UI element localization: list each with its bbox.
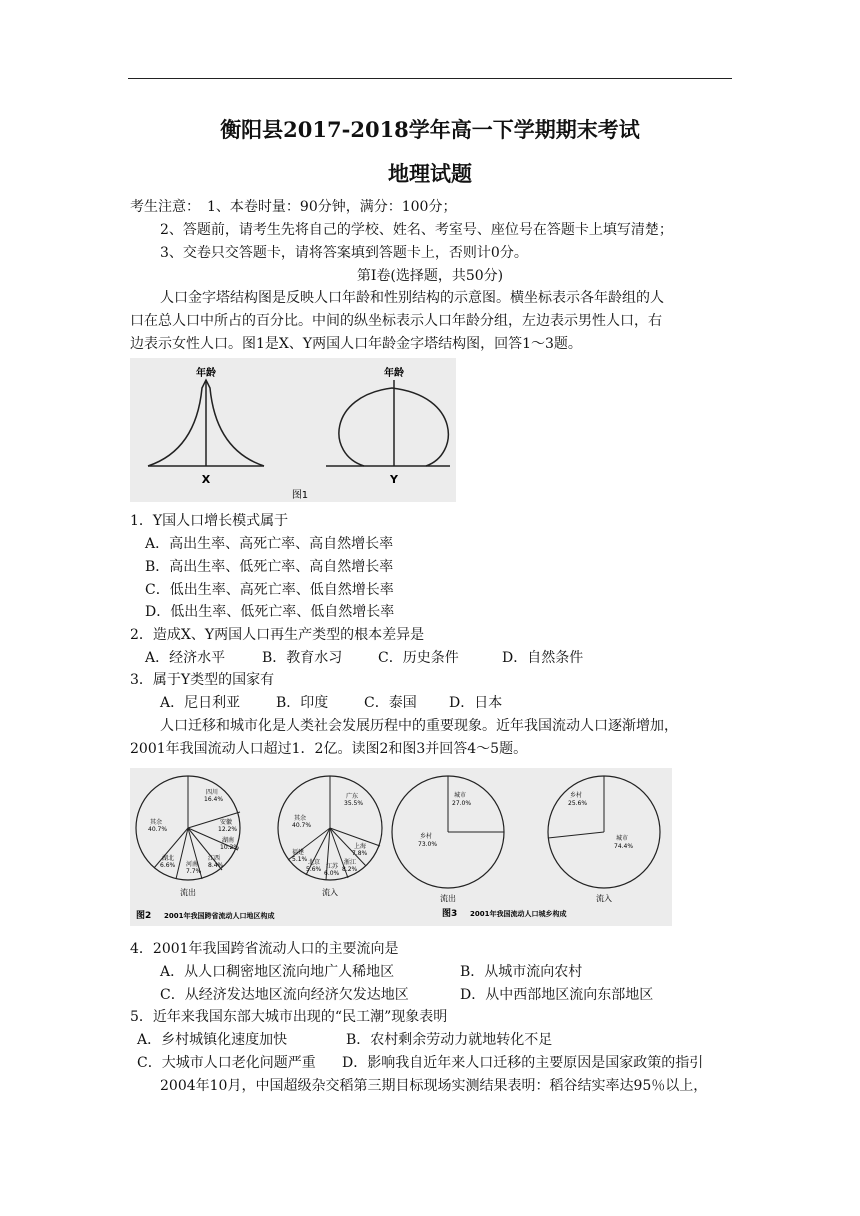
note-1: 考生注意： 1、本卷时量：90分钟，满分：100分； xyxy=(130,199,457,215)
pie-urban-rural-outflow xyxy=(392,776,504,903)
pie-province-inflow xyxy=(278,776,382,897)
intro1-line-3: 边表示女性人口。图1是X、Y两国人口年龄金字塔结构图，回答1～3题。 xyxy=(130,336,582,352)
pie-province-outflow xyxy=(136,776,240,897)
q5-option-c: C．大城市人口老化问题严重 xyxy=(137,1055,316,1071)
pie1-slice-6-name: 湖北 xyxy=(162,855,175,862)
q3-option-b: B．印度 xyxy=(276,695,329,711)
q1-option-d: D．低出生率、低死亡率、低自然增长率 xyxy=(145,604,395,620)
q4-option-b: B．从城市流向农村 xyxy=(460,964,583,980)
intro2-line-1: 人口迁移和城市化是人类社会发展历程中的重要现象。近年我国流动人口逐渐增加， xyxy=(160,718,678,734)
section-title: 第Ⅰ卷(选择题，共50分) xyxy=(356,268,504,284)
q4-option-d: D．从中西部地区流向东部地区 xyxy=(460,987,654,1003)
pie2-slice-2-name: 上海 xyxy=(354,843,367,850)
pie2-slice-4-name: 江苏 xyxy=(326,863,339,870)
pie2-slice-1-name: 广东 xyxy=(346,793,359,800)
tail-paragraph: 2004年10月，中国超级杂交稻第三期目标现场实测结果表明：稻谷结实率达95％以上， xyxy=(160,1078,708,1094)
page-title: 衡阳县2017-2018学年高一下学期期末考试 xyxy=(220,117,640,142)
pie1-slice-1-value: 16.4% xyxy=(204,796,224,803)
figure-3-caption: 2001年我国流动人口城乡构成 xyxy=(470,910,567,918)
q3-stem: 3．属于Y类型的国家有 xyxy=(130,672,275,688)
q3-option-c: C．泰国 xyxy=(364,695,417,711)
pie3-slice-1-name: 城市 xyxy=(454,792,467,799)
pie1-slice-3-value: 10.2% xyxy=(220,844,240,851)
pie4-slice-2-name: 城市 xyxy=(616,835,629,842)
pie2-slice-7-name: 其余 xyxy=(294,815,307,822)
figure-1-caption: 图1 xyxy=(291,490,309,501)
pie4-label: 流入 xyxy=(596,894,612,903)
q4-option-c: C．从经济发达地区流向经济欠发达地区 xyxy=(160,987,409,1003)
q5-option-d: D．影响我自近年来人口迁移的主要原因是国家政策的指引 xyxy=(342,1055,704,1071)
q3-option-d: D．日本 xyxy=(449,695,503,711)
q2-stem: 2．造成X、Y两国人口再生产类型的根本差异是 xyxy=(130,627,425,643)
pie1-slice-6-value: 6.6% xyxy=(160,862,176,869)
pie3-slice-1-value: 27.0% xyxy=(452,800,472,807)
intro2-line-2: 2001年我国流动人口超过1．2亿。读图2和图3并回答4～5题。 xyxy=(130,741,528,757)
q5-stem: 5．近年来我国东部大城市出现的“民工潮”现象表明 xyxy=(130,1009,448,1025)
pie2-slice-3-value: 8.2% xyxy=(342,866,358,873)
note-3: 3、交卷只交答题卡，请将答案填到答题卡上，否则计0分。 xyxy=(160,245,528,261)
pie2-slice-5-value: 5.6% xyxy=(306,866,322,873)
figure-2-3 xyxy=(130,768,672,926)
pie2-slice-2-value: 7.8% xyxy=(352,850,368,857)
pie1-slice-3-name: 湖南 xyxy=(222,837,235,844)
intro1-line-2: 口在总人口中所占的百分比。中间的纵坐标表示人口年龄分组，左边表示男性人口，右 xyxy=(130,313,662,329)
page-subtitle: 地理试题 xyxy=(388,161,472,186)
top-rule xyxy=(128,78,732,79)
q1-stem: 1．Y国人口增长模式属于 xyxy=(130,513,289,529)
pie-urban-rural-inflow xyxy=(548,776,660,903)
pie4-slice-2-value: 74.4% xyxy=(614,843,634,850)
y-axis-label: 年龄 xyxy=(384,368,404,379)
pie3-slice-2-value: 73.0% xyxy=(418,841,438,848)
pie2-label: 流入 xyxy=(322,888,338,897)
pie2-slice-6-name: 福建 xyxy=(292,849,305,856)
pie1-slice-2-value: 12.2% xyxy=(218,826,238,833)
x-label: X xyxy=(201,473,211,486)
pie3-label: 流出 xyxy=(440,894,456,903)
q2-option-a: A．经济水平 xyxy=(145,650,226,666)
pie1-slice-2-name: 安徽 xyxy=(220,819,233,826)
pie1-slice-5-value: 7.7% xyxy=(186,868,202,875)
figure-2-caption: 2001年我国跨省流动人口地区构成 xyxy=(164,912,275,920)
pie1-label: 流出 xyxy=(180,888,196,897)
figure-1 xyxy=(130,358,456,502)
pie2-slice-3-name: 浙江 xyxy=(344,859,357,866)
pie1-slice-7-value: 40.7% xyxy=(148,826,168,833)
pie2-slice-5-name: 北京 xyxy=(308,859,321,866)
pie1-slice-4-name: 江西 xyxy=(208,855,221,862)
pie2-slice-1-value: 35.5% xyxy=(344,800,364,807)
q2-option-c: C．历史条件 xyxy=(378,650,459,666)
pie1-slice-7-name: 其余 xyxy=(150,819,163,826)
q1-option-c: C．低出生率、高死亡率、低自然增长率 xyxy=(145,582,394,598)
figure-2-caption-number: 图2 xyxy=(136,911,152,921)
pie1-slice-4-value: 8.4% xyxy=(208,862,224,869)
q4-stem: 4．2001年我国跨省流动人口的主要流向是 xyxy=(130,941,399,957)
y-label: Y xyxy=(390,473,398,486)
pie2-slice-4-value: 6.0% xyxy=(324,870,340,877)
x-axis-label: 年龄 xyxy=(196,368,216,379)
pie4-slice-1-value: 25.6% xyxy=(568,800,588,807)
note-2: 2、答题前，请考生先将自己的学校、姓名、考室号、座位号在答题卡上填写清楚； xyxy=(160,222,673,238)
q1-option-b: B．高出生率、低死亡率、高自然增长率 xyxy=(145,559,394,575)
pie1-slice-5-name: 河南 xyxy=(186,861,199,868)
pie4-slice-1-name: 乡村 xyxy=(570,792,583,799)
pie2-slice-6-value: 5.1% xyxy=(292,856,308,863)
pie1-slice-1-name: 四川 xyxy=(206,789,219,796)
pie3-slice-2-name: 乡村 xyxy=(420,833,433,840)
q5-option-b: B．农村剩余劳动力就地转化不足 xyxy=(346,1032,553,1048)
q1-option-a: A．高出生率、高死亡率、高自然增长率 xyxy=(145,536,394,552)
intro1-line-1: 人口金字塔结构图是反映人口年龄和性别结构的示意图。横坐标表示各年龄组的人 xyxy=(160,290,664,306)
q4-option-a: A．从人口稠密地区流向地广人稀地区 xyxy=(160,964,395,980)
q5-option-a: A．乡村城镇化速度加快 xyxy=(137,1032,288,1048)
pie2-slice-7-value: 40.7% xyxy=(292,822,312,829)
figure-3-caption-number: 图3 xyxy=(442,909,458,919)
q2-option-b: B．教育水习 xyxy=(262,650,343,666)
q2-option-d: D．自然条件 xyxy=(502,650,584,666)
q3-option-a: A．尼日利亚 xyxy=(160,695,241,711)
